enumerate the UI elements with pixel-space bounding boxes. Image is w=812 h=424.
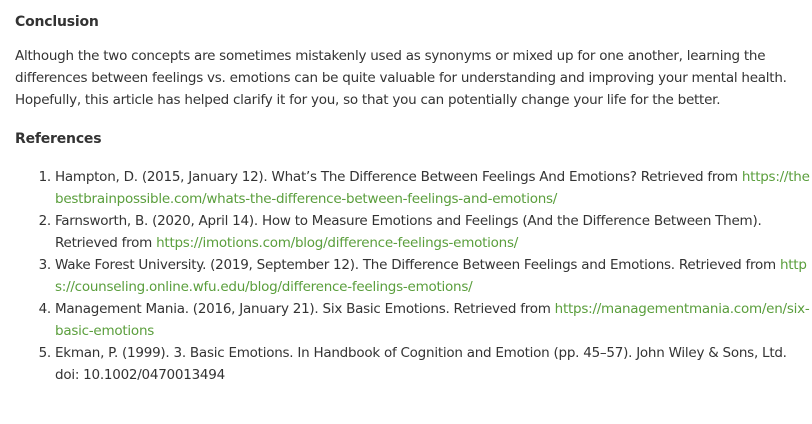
reference-link[interactable]: https://counseling.online.wfu.edu/blog/difference-feelings-emotions/ (55, 257, 807, 295)
reference-text: Farnsworth, B. (2020, April 14). How to Measure Emotions and Feelings (And the Difference Between Them). Retrieved from (55, 213, 762, 251)
reference-text: Hampton, D. (2015, January 12). What’s The Difference Between Feelings And Emotions? Retrieved from (55, 169, 742, 185)
references-list (15, 166, 812, 386)
references-heading: References (15, 131, 102, 147)
reference-item (55, 254, 812, 298)
conclusion-paragraph: Although the two concepts are sometimes mistakenly used as synonyms or mixed up for one another, learning the differences between feelings vs. emotions can be quite valuable for understanding and improving your mental health. Hopefully, this article has helped clarify it for you, so that you can potentially change your life for the better. (15, 48, 787, 108)
reference-text: Ekman, P. (1999). 3. Basic Emotions. In Handbook of Cognition and Emotion (pp. 45–57). John Wiley & Sons, Ltd. doi: 10.1002/0470013494 (55, 345, 787, 383)
conclusion-heading: Conclusion (15, 14, 99, 30)
reference-text: Management Mania. (2016, January 21). Six Basic Emotions. Retrieved from (55, 301, 555, 317)
reference-link[interactable]: https://managementmania.com/en/six-basic-emotions (55, 301, 810, 339)
reference-text: Wake Forest University. (2019, September 12). The Difference Between Feelings and Emotions. Retrieved from (55, 257, 780, 273)
reference-link[interactable]: https://thebestbrainpossible.com/whats-the-difference-between-feelings-and-emotions/ (55, 169, 810, 207)
reference-item (55, 298, 812, 342)
reference-link[interactable]: https://imotions.com/blog/difference-feelings-emotions/ (156, 235, 519, 251)
reference-item (55, 210, 812, 254)
reference-item (55, 166, 812, 210)
reference-item (55, 342, 812, 386)
